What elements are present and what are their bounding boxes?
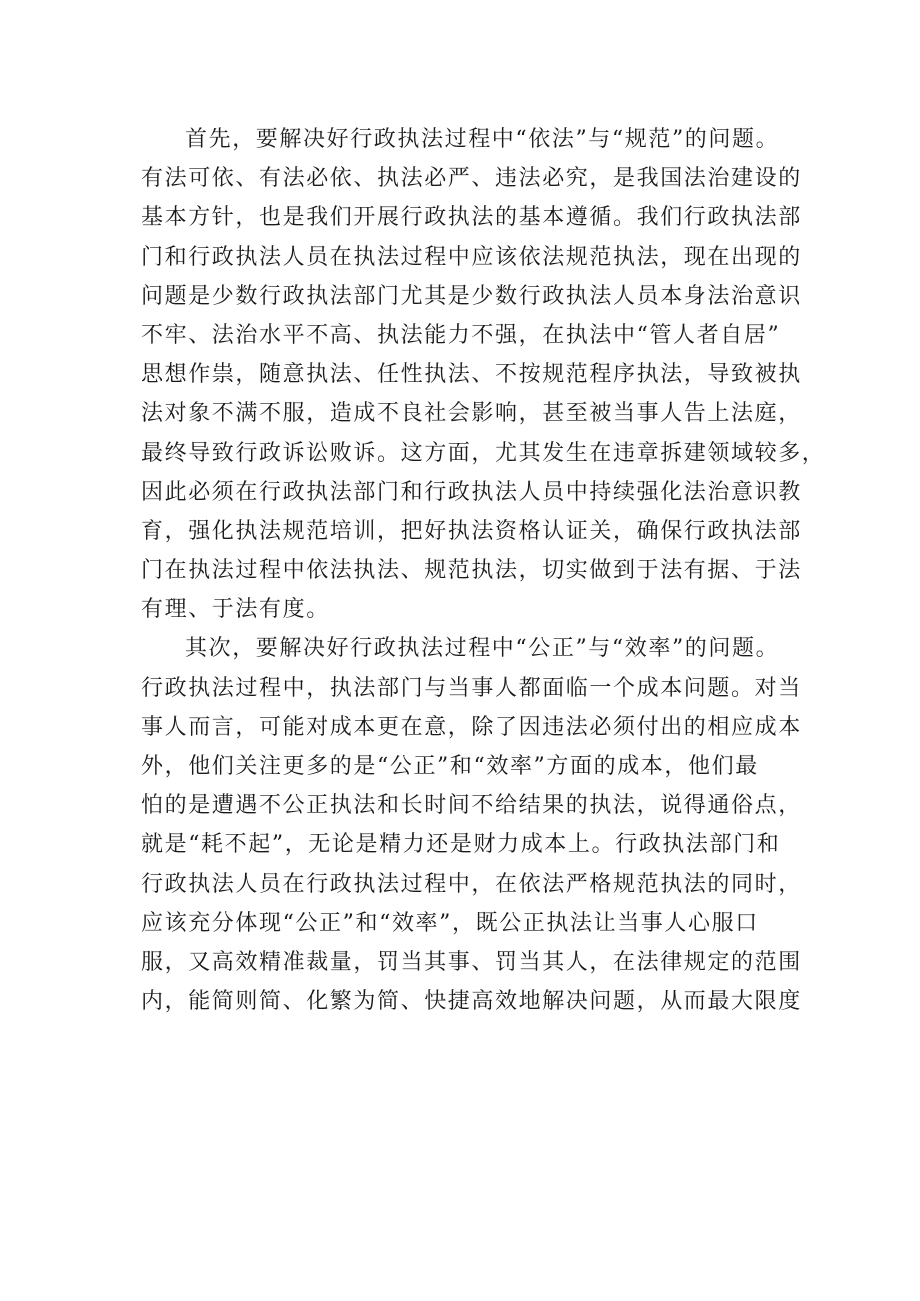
text-line: 行政执法人员在行政执法过程中，在依法严格规范执法的同时，	[141, 871, 802, 897]
text-line: 育，强化执法规范培训，把好执法资格认证关，确保行政执法部	[141, 518, 802, 544]
text-line: 最终导致行政诉讼败诉。这方面，尤其发生在违章拆建领域较多，	[141, 440, 826, 466]
paragraph-1	[141, 120, 826, 629]
text-line: 不牢、法治水平不高、执法能力不强，在执法中“管人者自居”	[141, 322, 781, 348]
text-line: 外，他们关注更多的是“公正”和“效率”方面的成本，他们最	[141, 754, 759, 779]
text-line: 服，又高效精准裁量，罚当其事、罚当其人，在法律规定的范围	[141, 949, 802, 975]
text-line: 有法可依、有法必依、执法必严、违法必究，是我国法治建设的	[141, 166, 802, 192]
text-line: 首先，要解决好行政执法过程中“依法”与“规范”的问题。	[185, 127, 780, 152]
body-text	[141, 120, 826, 1021]
text-line: 门和行政执法人员在执法过程中应该依法规范执法，现在出现的	[141, 244, 802, 270]
text-line: 应该充分体现“公正”和“效率”，既公正执法让当事人心服口	[141, 910, 759, 936]
text-line: 思想作祟，随意执法、任性执法、不按规范程序执法，导致被执	[141, 362, 802, 388]
text-line: 基本方针，也是我们开展行政执法的基本遵循。我们行政执法部	[141, 205, 802, 231]
text-line: 内，能简则简、化繁为简、快捷高效地解决问题，从而最大限度	[141, 989, 802, 1015]
text-line: 问题是少数行政执法部门尤其是少数行政执法人员本身法治意识	[141, 283, 802, 309]
text-line: 事人而言，可能对成本更在意，除了因违法必须付出的相应成本	[141, 714, 802, 740]
text-line: 其次，要解决好行政执法过程中“公正”与“效率”的问题。	[185, 636, 780, 662]
text-line: 行政执法过程中，执法部门与当事人都面临一个成本问题。对当	[141, 675, 802, 701]
text-line: 有理、于法有度。	[141, 597, 330, 623]
text-line: 就是“耗不起”，无论是精力还是财力成本上。行政执法部门和	[141, 832, 781, 858]
text-line: 因此必须在行政执法部门和行政执法人员中持续强化法治意识教	[141, 479, 802, 505]
paragraph-2	[141, 629, 801, 1021]
text-line: 门在执法过程中依法执法、规范执法，切实做到于法有据、于法	[141, 558, 802, 584]
text-line: 法对象不满不服，造成不良社会影响，甚至被当事人告上法庭，	[141, 401, 802, 427]
text-line: 怕的是遭遇不公正执法和长时间不给结果的执法，说得通俗点，	[141, 793, 802, 819]
